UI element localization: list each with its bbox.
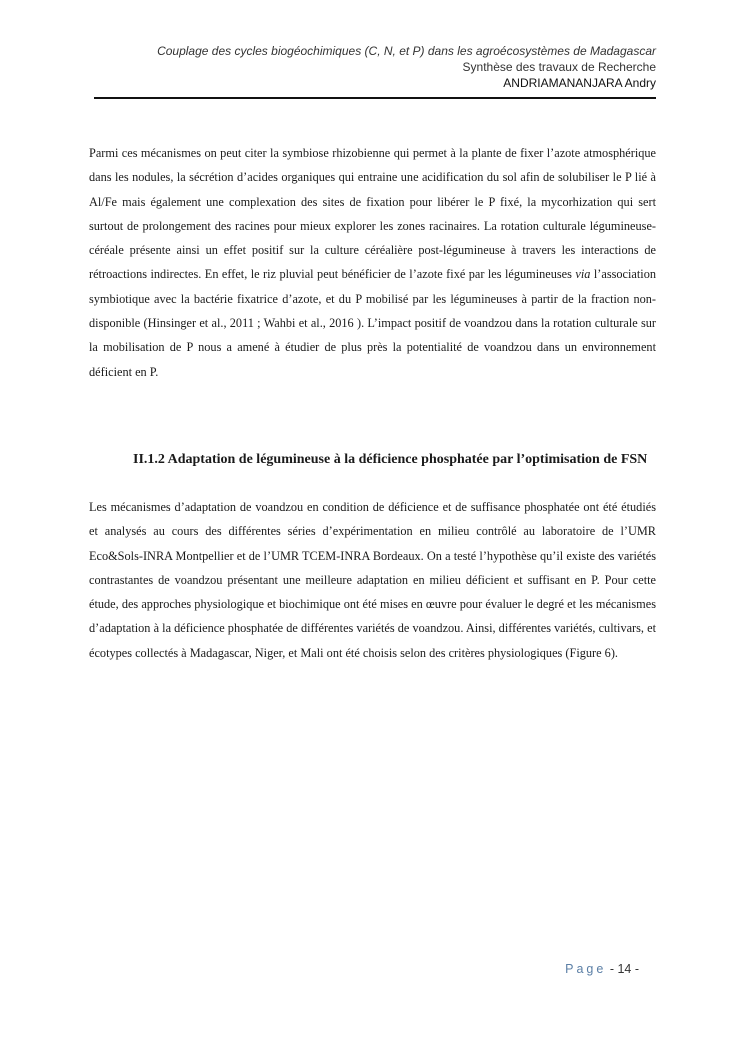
page-footer <box>565 962 639 976</box>
header-author: ANDRIAMANANJARA Andry <box>503 76 656 90</box>
page-number: - 14 - <box>609 962 639 976</box>
body-paragraph-1 <box>89 141 656 384</box>
header-subtitle: Synthèse des travaux de Recherche <box>462 60 656 74</box>
paragraph-1-text-start: Parmi ces mécanismes on peut citer la symbiose rhizobienne qui permet à la plante de fixer l’azote atmosphérique dans les nodules, la sécrétion d’acides organiques qui entraine une acidification du sol afin de solubiliser le P lié à Al/Fe mais également une complexation des sites de fixation pour libérer le P fixé, la mycorhization qui sert surtout de prolongement des racines pour mieux explorer les zones racinaires. La rotation culturale légumineuse-céréale présente ainsi un effet positif sur la culture céréalière post-légumineuse à travers les interactions de rétroactions indirectes. En effet, le riz pluvial peut bénéficier de l’azote fixé par les légumineuses <box>89 146 656 282</box>
page-header <box>94 43 656 91</box>
paragraph-1-italic-term: via <box>575 267 591 282</box>
header-title: Couplage des cycles biogéochimiques (C, N, et P) dans les agroécosystèmes de Madagascar <box>157 44 656 58</box>
section-heading: II.1.2 Adaptation de légumineuse à la déficience phosphatée par l’optimisation de FSN <box>133 452 648 467</box>
page-label: Page <box>565 962 607 976</box>
body-paragraph-2: Les mécanismes d’adaptation de voandzou en condition de déficience et de suffisance phosphatée ont été étudiés et analysés au cours des différentes séries d’expérimentation en milieu contrôlé au laboratoire de l’UMR Eco&Sols-INRA Montpellier et de l’UMR TCEM-INRA Bordeaux. On a testé l’hypothèse qu’il existe des variétés contrastantes de voandzou présentant une meilleure adaptation en milieu déficient et suffisant en P. Pour cette étude, des approches physiologique et biochimique ont été mises en œuvre pour évaluer le degré et les mécanismes d’adaptation à la déficience phosphatée de différentes variétés de voandzou. Ainsi, différentes variétés, cultivars, et écotypes collectés à Madagascar, Niger, et Mali ont été choisis selon des critères physiologiques (Figure 6). <box>89 500 656 660</box>
header-divider <box>94 97 656 99</box>
paragraph-1-text-end: l’association symbiotique avec la bactérie fixatrice d’azote, et du P mobilisé par les légumineuses à partir de la fraction non-disponible (Hinsinger et al., 2011 ; Wahbi et al., 2016 ). L’impact positif de voandzou dans la rotation culturale sur la mobilisation de P nous a amené à étudier de plus près la potentialité de voandzou dans un environnement déficient en P. <box>89 267 656 379</box>
